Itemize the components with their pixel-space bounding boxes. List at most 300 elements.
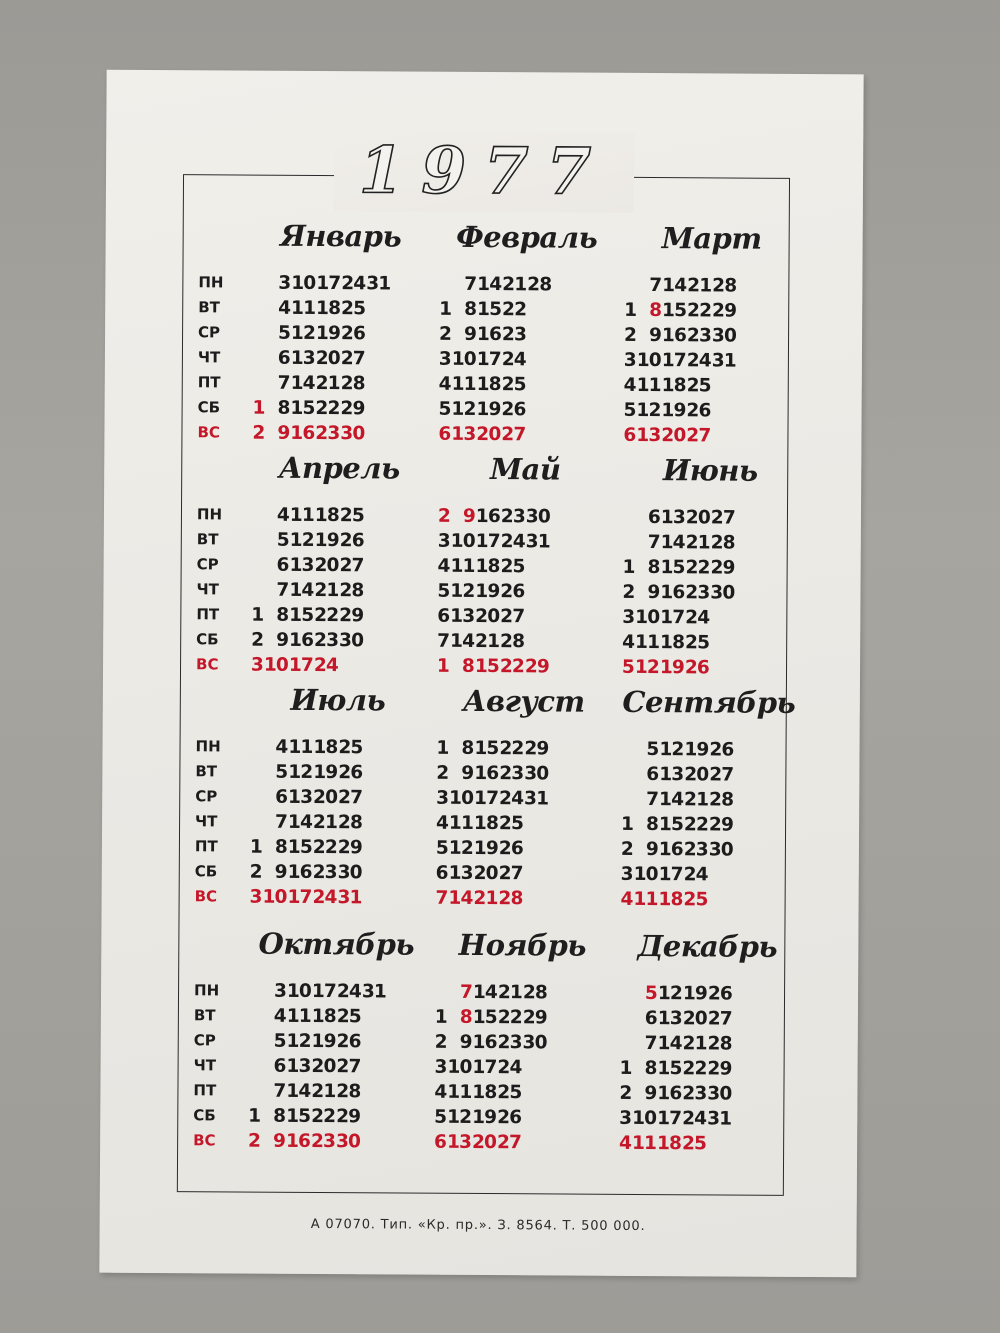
day-cell: 15	[658, 814, 684, 836]
day-cell: 18	[313, 736, 338, 759]
day-cell: 15	[661, 300, 687, 322]
day-cell: 31	[524, 788, 549, 810]
day-cell: 9	[276, 629, 289, 651]
day-cell: 6	[276, 554, 289, 576]
weekday-labels	[197, 270, 238, 445]
week-row	[611, 323, 821, 349]
day-cell: 29	[711, 300, 737, 322]
day-cell: 9	[459, 1031, 472, 1053]
day-cell: 20	[685, 507, 711, 529]
weekday-label: ЧТ	[193, 1056, 217, 1075]
day-cell: 25	[338, 737, 363, 759]
day-cell: 23	[686, 325, 712, 347]
week-row	[422, 1055, 632, 1081]
week-row	[608, 887, 818, 913]
day-cell: 20	[313, 786, 338, 809]
day-cell: 22	[686, 300, 712, 322]
month-name: Апрель	[278, 450, 400, 486]
day-cell: 14	[449, 630, 475, 652]
week-row	[425, 504, 635, 530]
day-cell: 6	[646, 764, 659, 786]
day-cell: 16	[287, 861, 312, 883]
month-block	[425, 220, 627, 471]
day-cell: 19	[476, 398, 501, 421]
day-cell: 22	[502, 299, 527, 321]
day-cell: 25	[339, 505, 365, 527]
week-row	[425, 554, 635, 580]
day-cell: 21	[473, 887, 498, 910]
day-cell: 11	[448, 812, 474, 834]
week-row	[607, 981, 817, 1007]
week-row	[239, 553, 449, 579]
day-cell: 15	[474, 737, 499, 760]
day-cell: 20	[471, 1131, 497, 1154]
weekday-labels	[193, 978, 234, 1153]
day-cell: 6	[433, 1131, 447, 1153]
day-cell: 6	[644, 1008, 657, 1030]
weekday-label: СБ	[194, 862, 218, 881]
week-row	[608, 837, 818, 863]
month-days	[421, 980, 632, 1156]
day-cell: 26	[497, 1107, 522, 1129]
day-cell: 9	[462, 505, 476, 527]
day-cell: 4	[273, 1005, 286, 1027]
day-cell: 13	[660, 507, 686, 529]
day-cell: 27	[498, 863, 523, 885]
day-cell: 1	[620, 813, 634, 835]
week-row	[608, 762, 818, 788]
day-cell: 24	[683, 864, 708, 886]
weekday-label: ЧТ	[195, 812, 218, 831]
day-cell: 1	[249, 836, 262, 858]
day-cell: 25	[341, 298, 366, 320]
day-cell: 25	[681, 1133, 707, 1155]
month-block	[421, 928, 623, 1179]
day-cell: 15	[287, 836, 312, 858]
day-cell: 27	[709, 764, 734, 786]
day-cell: 11	[288, 736, 313, 758]
day-cell: 18	[473, 812, 499, 835]
day-cell: 25	[684, 632, 710, 654]
day-cell: 29	[337, 837, 362, 859]
day-cell: 7	[273, 1080, 286, 1102]
month-days	[423, 736, 634, 912]
day-cell: 25	[683, 889, 708, 911]
day-cell: 7	[437, 630, 450, 652]
weekday-label: ВТ	[195, 762, 218, 781]
day-cell: 10	[632, 1107, 657, 1130]
day-cell: 5	[276, 529, 289, 551]
day-cell: 11	[451, 373, 476, 395]
day-cell: 24	[313, 654, 339, 677]
day-cell: 10	[291, 272, 316, 294]
week-row	[426, 322, 636, 348]
day-cell: 30	[340, 423, 365, 445]
day-cell: 7	[464, 273, 477, 295]
day-cell: 15	[477, 298, 502, 321]
day-cell: 17	[472, 1056, 497, 1079]
day-cell: 6	[435, 862, 448, 884]
day-cell: 9	[461, 762, 474, 784]
month-name: Сентябрь	[622, 684, 796, 720]
day-cell: 4	[278, 297, 291, 319]
day-cell: 13	[289, 554, 314, 576]
week-row	[611, 298, 821, 324]
day-cell: 16	[657, 1083, 682, 1105]
day-cell: 9	[274, 861, 287, 883]
day-cell: 8	[274, 836, 287, 858]
month-name: Август	[462, 683, 585, 719]
week-row	[426, 347, 636, 373]
day-cell: 11	[631, 1132, 657, 1155]
weekday-label: ПН	[198, 273, 224, 292]
week-row	[611, 348, 821, 374]
day-cell: 17	[475, 530, 500, 553]
day-cell: 31	[337, 887, 362, 909]
day-cell: 31	[366, 273, 391, 295]
day-cell: 27	[338, 787, 363, 809]
day-cell: 10	[447, 1056, 472, 1078]
week-row	[611, 273, 821, 299]
day-cell: 12	[657, 983, 683, 1005]
week-row	[240, 346, 450, 372]
day-cell: 14	[472, 981, 498, 1004]
day-cell: 12	[451, 398, 476, 420]
weekday-labels	[195, 734, 236, 909]
month-days	[238, 503, 449, 679]
day-cell: 10	[449, 787, 474, 809]
day-cell: 1	[436, 737, 449, 759]
day-cell: 16	[476, 323, 502, 346]
day-cell: 22	[683, 814, 709, 836]
month-name: Март	[661, 221, 762, 256]
day-cell: 2	[438, 323, 452, 345]
month-days	[237, 735, 448, 911]
week-row	[610, 530, 820, 556]
day-cell: 3	[273, 980, 287, 1002]
day-cell: 28	[707, 1033, 732, 1055]
week-row	[237, 885, 447, 911]
day-cell: 17	[316, 272, 341, 295]
day-cell: 23	[685, 582, 710, 604]
week-row	[421, 1105, 631, 1131]
day-cell: 6	[647, 507, 661, 529]
day-cell: 9	[272, 1130, 286, 1152]
day-cell: 4	[437, 555, 450, 577]
week-row	[423, 761, 633, 787]
day-cell: 13	[450, 605, 475, 627]
day-cell: 23	[500, 506, 526, 528]
day-cell: 28	[337, 812, 363, 834]
day-cell: 28	[340, 373, 365, 395]
day-cell: 14	[448, 887, 473, 909]
week-row	[238, 603, 448, 629]
day-cell: 21	[684, 789, 709, 811]
week-row	[606, 1131, 816, 1157]
day-cell: 2	[619, 1082, 632, 1104]
week-row	[607, 1006, 817, 1032]
day-cell: 9	[277, 422, 290, 444]
day-cell: 23	[312, 861, 337, 884]
day-cell: 22	[315, 397, 340, 420]
day-cell: 20	[311, 1055, 336, 1078]
day-cell: 8	[461, 737, 474, 759]
day-cell: 3	[622, 606, 635, 628]
week-row	[421, 1130, 631, 1156]
day-cell: 30	[335, 1131, 361, 1153]
day-cell: 7	[647, 532, 660, 554]
day-cell: 13	[659, 764, 684, 786]
day-cell: 20	[473, 862, 498, 885]
day-cell: 31	[525, 531, 550, 553]
weekday-label: ВТ	[193, 1006, 216, 1025]
day-cell: 16	[290, 422, 315, 444]
weekday-label: ВТ	[196, 530, 219, 549]
day-cell: 3	[620, 863, 633, 885]
month-name: Июнь	[662, 453, 758, 488]
day-cell: 24	[336, 981, 362, 1003]
day-cell: 23	[315, 422, 340, 445]
day-cell: 8	[645, 814, 659, 836]
day-cell: 23	[313, 629, 339, 652]
day-cell: 10	[635, 606, 660, 629]
day-cell: 20	[314, 554, 339, 577]
week-row	[235, 1129, 445, 1155]
day-cell: 19	[684, 739, 709, 761]
month-days	[608, 737, 819, 913]
day-cell: 28	[336, 1081, 361, 1103]
day-cell: 11	[633, 888, 658, 911]
day-cell: 20	[682, 1008, 707, 1030]
day-cell: 6	[275, 786, 288, 808]
day-cell: 17	[287, 886, 312, 908]
day-cell: 19	[682, 983, 708, 1005]
day-cell: 26	[340, 323, 366, 345]
day-cell: 28	[712, 275, 737, 297]
day-cell: 2	[623, 324, 637, 346]
day-cell: 30	[711, 325, 737, 347]
day-cell: 8	[647, 557, 660, 579]
day-cell: 16	[474, 762, 499, 785]
day-cell: 22	[499, 738, 524, 760]
day-cell: 10	[263, 654, 289, 676]
weekday-label: СБ	[193, 1106, 216, 1125]
day-cell: 19	[472, 1106, 497, 1129]
day-cell: 29	[336, 1106, 361, 1128]
day-cell: 10	[451, 348, 476, 370]
day-cell: 1	[252, 397, 265, 419]
week-row	[237, 835, 447, 861]
day-cell: 24	[341, 273, 366, 295]
week-row	[426, 372, 636, 398]
day-cell: 14	[660, 532, 685, 554]
day-cell: 4	[623, 374, 636, 396]
day-cell: 24	[686, 350, 711, 372]
day-cell: 18	[658, 889, 683, 911]
month-name: Декабрь	[637, 928, 778, 964]
day-cell: 11	[447, 1081, 472, 1103]
day-cell: 17	[311, 980, 337, 1003]
day-cell: 15	[289, 604, 314, 626]
day-cell: 19	[314, 529, 339, 552]
day-cell: 27	[686, 425, 711, 447]
week-row	[239, 421, 449, 447]
day-cell: 1	[251, 604, 264, 626]
week-row	[609, 605, 819, 631]
day-cell: 4	[620, 888, 633, 910]
day-cell: 28	[710, 532, 735, 554]
day-cell: 2	[252, 422, 265, 444]
day-cell: 7	[435, 887, 448, 909]
day-cell: 8	[649, 300, 662, 322]
week-row	[235, 1104, 445, 1130]
day-cell: 5	[434, 1106, 447, 1128]
week-row	[235, 1079, 445, 1105]
day-cell: 29	[340, 398, 365, 420]
month-name: Январь	[280, 218, 402, 254]
day-cell: 2	[436, 762, 449, 784]
day-cell: 2	[437, 505, 451, 527]
day-cell: 8	[277, 397, 290, 419]
day-cell: 23	[310, 1130, 336, 1153]
calendar-card	[99, 70, 863, 1278]
day-cell: 22	[314, 604, 339, 627]
month-block	[238, 451, 440, 702]
day-cell: 5	[646, 739, 659, 761]
day-cell: 26	[684, 657, 710, 679]
day-cell: 19	[661, 400, 686, 422]
day-cell: 8	[464, 298, 477, 320]
day-cell: 29	[522, 1007, 547, 1029]
week-row	[609, 580, 819, 606]
day-cell: 11	[634, 631, 660, 654]
day-cell: 7	[276, 579, 289, 601]
day-cell: 22	[497, 1007, 522, 1029]
day-cell: 3	[278, 272, 291, 294]
week-row	[610, 505, 820, 531]
weekday-label: ПТ	[193, 1081, 217, 1100]
day-cell: 31	[707, 1108, 732, 1130]
week-row	[236, 979, 446, 1005]
day-cell: 30	[708, 839, 733, 861]
day-cell: 31	[361, 981, 387, 1003]
day-cell: 3	[250, 654, 264, 676]
day-cell: 26	[707, 983, 733, 1005]
day-cell: 2	[247, 1130, 261, 1152]
day-cell: 20	[315, 347, 340, 370]
day-cell: 16	[660, 582, 685, 604]
day-cell: 30	[524, 763, 549, 785]
day-cell: 1	[439, 298, 452, 320]
day-cell: 10	[286, 980, 312, 1002]
day-cell: 26	[501, 399, 526, 421]
day-cell: 28	[522, 982, 548, 1004]
week-row	[611, 398, 821, 424]
day-cell: 7	[644, 1033, 657, 1055]
weekday-label: ВС	[195, 655, 219, 674]
day-cell: 26	[336, 1031, 361, 1053]
day-cell: 12	[450, 580, 475, 602]
week-row	[423, 786, 633, 812]
day-cell: 10	[633, 863, 658, 886]
week-row	[607, 1056, 817, 1082]
day-cell: 1	[619, 1057, 632, 1079]
day-cell: 4	[275, 736, 288, 758]
day-cell: 6	[437, 605, 450, 627]
day-cell: 19	[311, 1030, 336, 1053]
day-cell: 19	[313, 761, 338, 784]
day-cell: 26	[500, 581, 525, 603]
day-cell: 17	[288, 654, 314, 676]
day-cell: 21	[687, 275, 712, 297]
day-cell: 18	[314, 504, 340, 527]
day-cell: 30	[707, 1083, 732, 1105]
day-cell: 12	[290, 322, 316, 344]
day-cell: 13	[288, 786, 313, 808]
day-cell: 15	[474, 655, 500, 678]
week-row	[425, 529, 635, 555]
day-cell: 26	[709, 739, 734, 761]
month-block	[424, 452, 626, 703]
day-cell: 5	[275, 761, 288, 783]
day-cell: 26	[686, 400, 711, 422]
week-row	[606, 1106, 816, 1132]
week-row	[240, 371, 450, 397]
day-cell: 2	[249, 861, 262, 883]
day-cell: 15	[657, 1058, 682, 1080]
day-cell: 6	[438, 423, 451, 445]
day-cell: 20	[476, 423, 501, 446]
week-row	[606, 1081, 816, 1107]
day-cell: 23	[499, 763, 524, 785]
week-row	[424, 654, 634, 680]
day-cell: 10	[450, 530, 475, 552]
weekday-label: ПН	[196, 505, 223, 524]
week-row	[608, 812, 818, 838]
day-cell: 1	[436, 655, 450, 677]
day-cell: 13	[657, 1008, 682, 1030]
day-cell: 18	[661, 375, 686, 397]
day-cell: 23	[501, 324, 527, 346]
day-cell: 30	[525, 506, 551, 528]
day-cell: 29	[339, 605, 364, 627]
day-cell: 14	[287, 811, 313, 833]
day-cell: 24	[501, 349, 526, 371]
week-row	[422, 980, 632, 1006]
day-cell: 29	[524, 738, 549, 760]
weekday-label: ВС	[193, 1131, 216, 1150]
day-cell: 23	[497, 1032, 522, 1054]
day-cell: 9	[647, 582, 660, 604]
weekday-label: СБ	[196, 630, 219, 649]
day-cell: 26	[498, 838, 523, 860]
day-cell: 25	[501, 374, 526, 396]
day-cell: 23	[683, 839, 708, 861]
day-cell: 19	[473, 837, 498, 860]
week-row	[240, 321, 450, 347]
day-cell: 16	[288, 629, 314, 651]
day-cell: 19	[659, 657, 685, 679]
day-cell: 25	[686, 375, 711, 397]
day-cell: 14	[662, 275, 687, 297]
day-cell: 16	[475, 505, 501, 528]
week-row	[425, 422, 635, 448]
day-cell: 27	[336, 1056, 361, 1078]
day-cell: 22	[499, 656, 525, 678]
day-cell: 22	[311, 1105, 336, 1128]
week-row	[236, 1029, 446, 1055]
day-cell: 17	[474, 787, 499, 810]
